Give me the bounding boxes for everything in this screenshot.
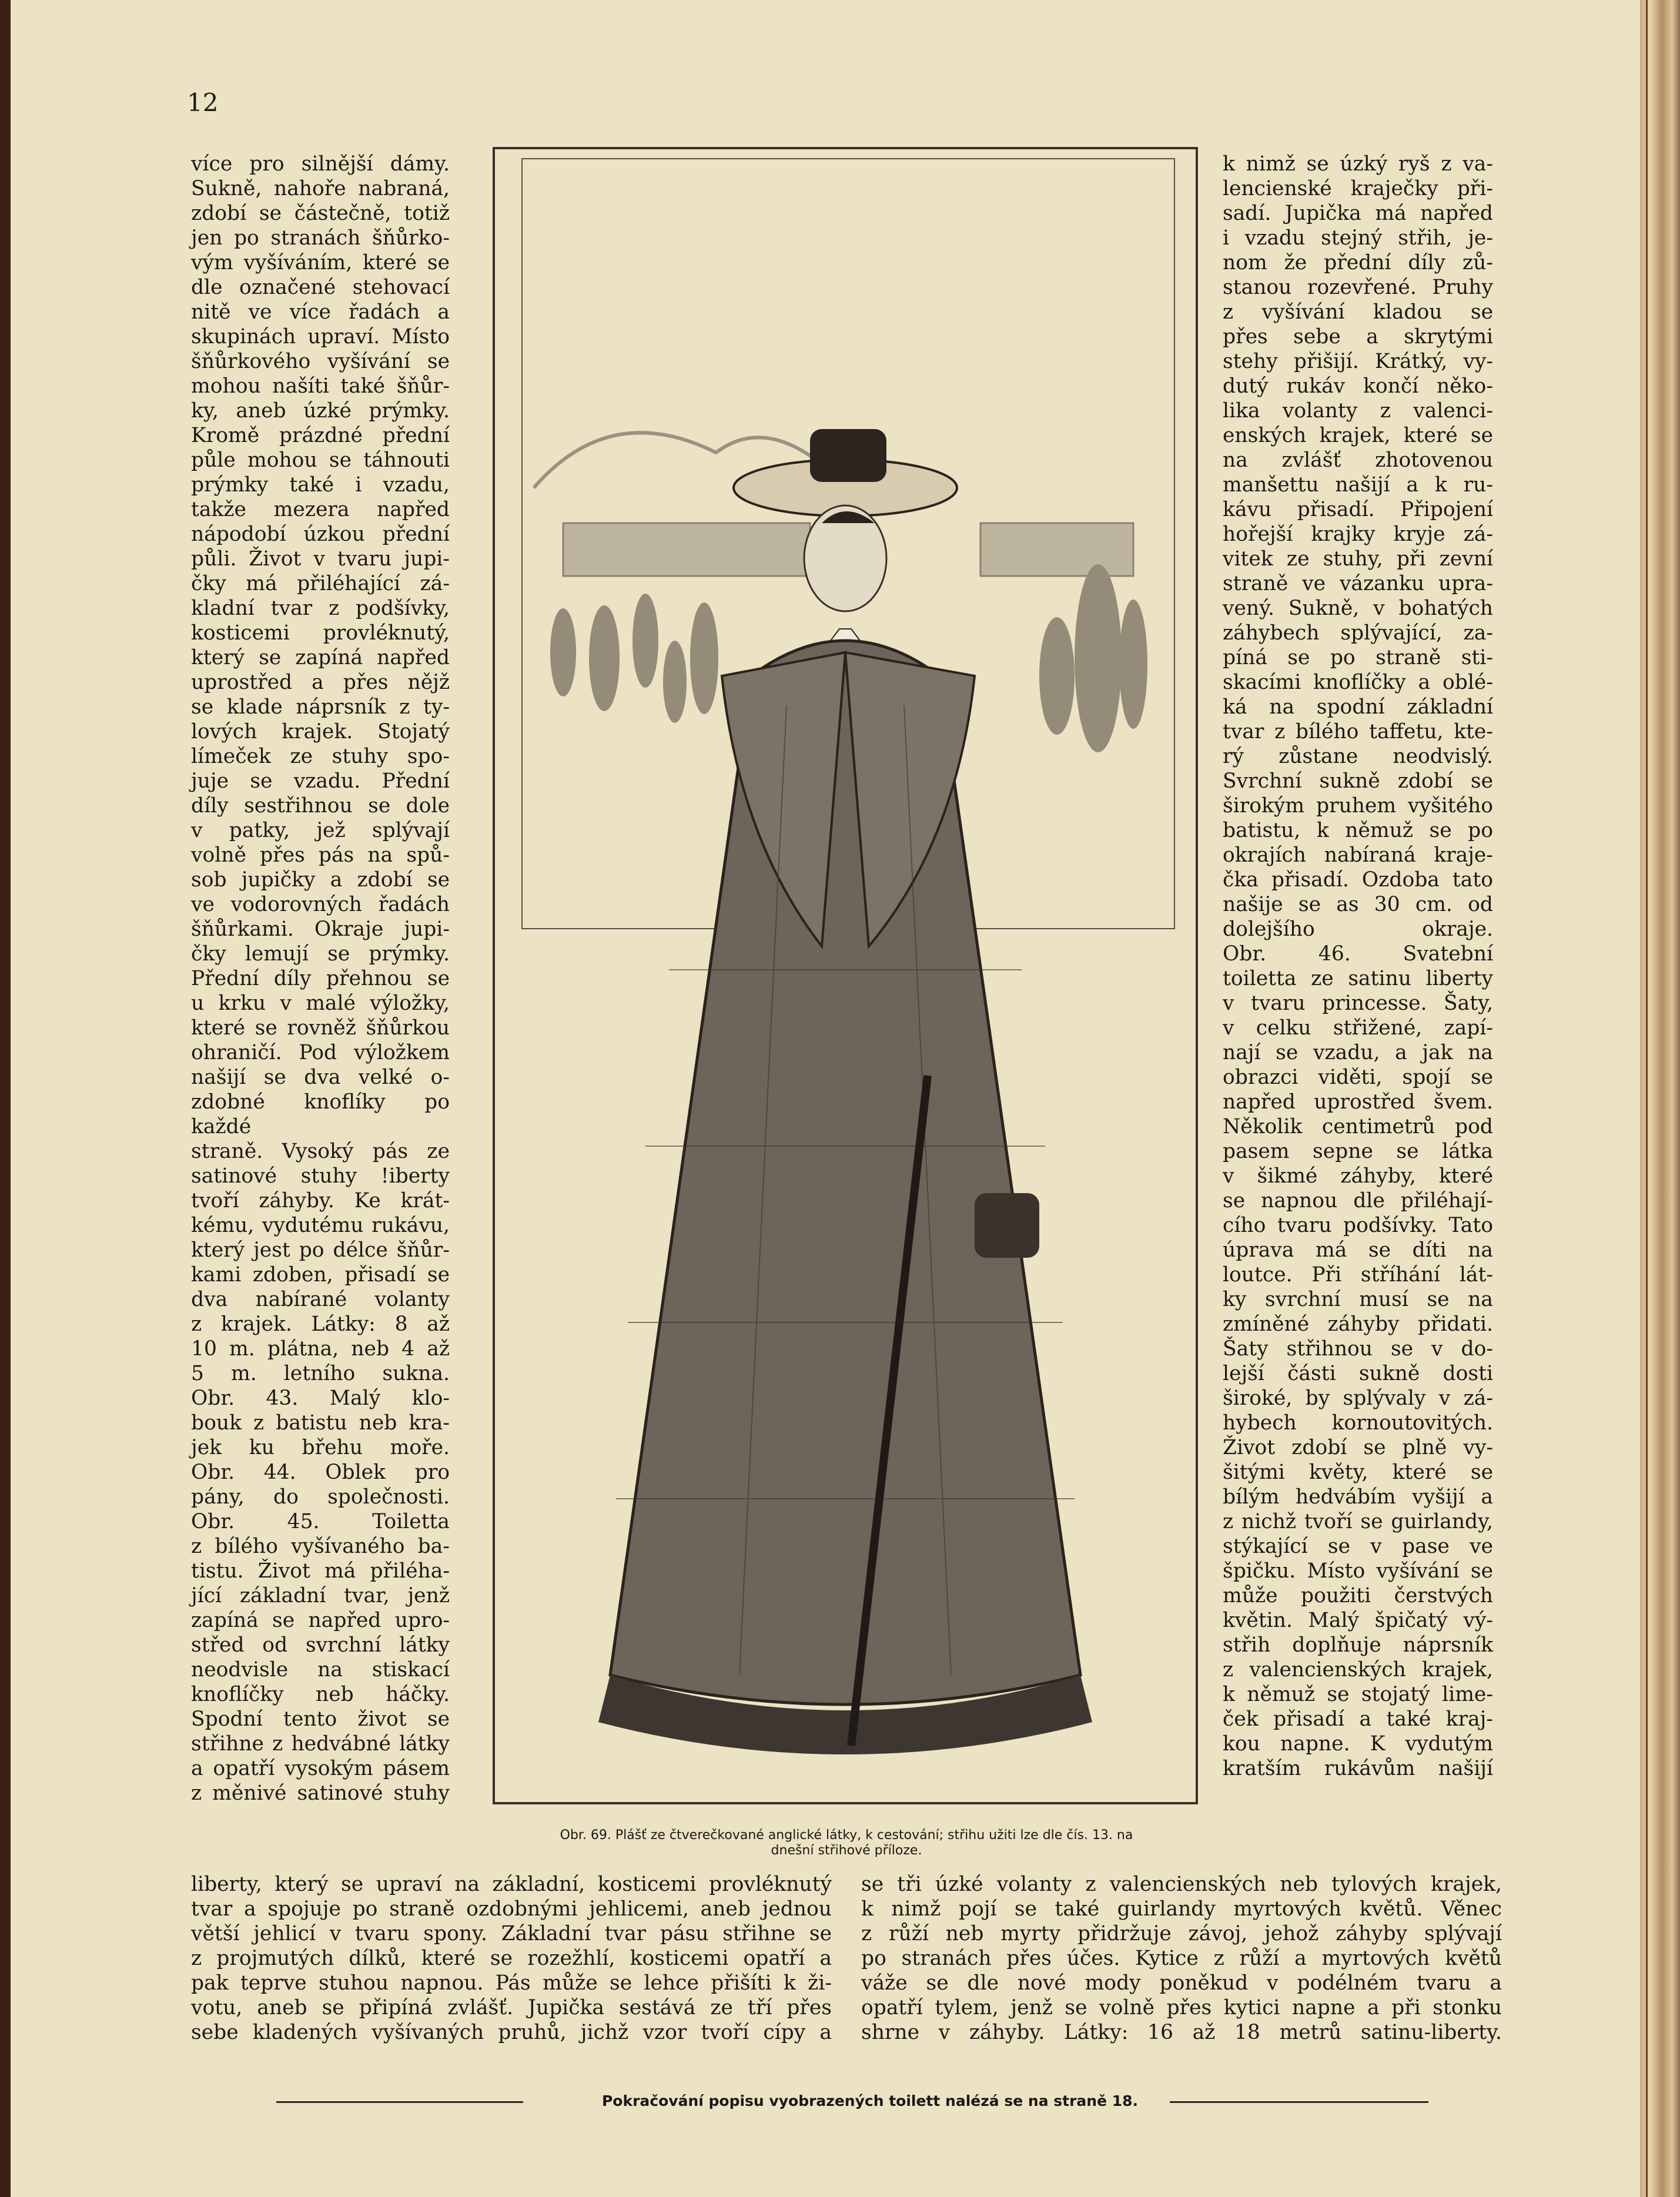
text-line: díly sestřihnou se dole <box>191 794 450 818</box>
text-line: půli. Život v tvaru jupi- <box>191 547 450 571</box>
text-line: straně ve vázanku upra- <box>1223 572 1493 595</box>
text-line: kami zdoben, přisadí se <box>191 1263 450 1287</box>
text-column-left <box>191 152 450 1806</box>
text-line: obrazci viděti, spojí se <box>1223 1066 1493 1089</box>
text-line: se tři úzké volanty z valencienských neb tylových krajek, <box>861 1873 1502 1896</box>
text-line: straně. Vysoký pás ze <box>191 1140 450 1163</box>
text-line: z růží neb myrty přidržuje závoj, jehož záhyby splývají <box>861 1922 1502 1945</box>
text-line: kou napne. K vydutým <box>1223 1732 1493 1756</box>
text-line: tvar a spojuje po straně ozdobnými jehlicemi, aneb jednou <box>191 1897 832 1921</box>
text-line: Obr. 44. Oblek pro <box>191 1461 450 1484</box>
text-line: nají se vzadu, a jak na <box>1223 1041 1493 1064</box>
footer-text: Pokračování popisu vyobrazených toilett nalézá se na straně 18. <box>593 2092 1147 2109</box>
text-line: pak teprve stuhou napnou. Pás může se lehce přišíti k ži- <box>191 1971 832 1995</box>
text-line: pány, do společnosti. <box>191 1485 450 1509</box>
text-line: půle mohou se táhnouti <box>191 448 450 472</box>
text-line: Přední díly přehnou se <box>191 967 450 990</box>
text-line: našijí se dva velké o- <box>191 1066 450 1089</box>
text-line: liberty, který se upraví na základní, kosticemi provléknutý <box>191 1873 832 1896</box>
text-line: a opatří vysokým pásem <box>191 1757 450 1780</box>
text-line: který se zapíná napřed <box>191 646 450 669</box>
text-line: 5 m. letního sukna. <box>191 1362 450 1385</box>
footer-rule-right <box>1170 2101 1428 2103</box>
text-line: záhybech splývající, za- <box>1223 621 1493 645</box>
text-line: manšettu našijí a k ru- <box>1223 473 1493 497</box>
text-line: z nichž tvoří se guirlandy, <box>1223 1510 1493 1533</box>
text-line: bouk z batistu neb kra- <box>191 1411 450 1435</box>
text-line: špičku. Místo vyšívání se <box>1223 1559 1493 1583</box>
text-line: sebe kladených vyšívaných pruhů, jichž vzor tvoří cípy a <box>191 2021 832 2044</box>
text-line: z valencienských krajek, <box>1223 1658 1493 1682</box>
text-line: nitě ve více řadách a <box>191 300 450 324</box>
text-line: se napnou dle přiléhají- <box>1223 1189 1493 1213</box>
text-line: čky lemují se prýmky. <box>191 942 450 966</box>
text-line: Několik centimetrů pod <box>1223 1115 1493 1138</box>
text-line: skupinách upraví. Místo <box>191 325 450 349</box>
text-line: enských krajek, které se <box>1223 424 1493 447</box>
text-line: z bílého vyšívaného ba- <box>191 1535 450 1558</box>
text-line: Sukně, nahoře nabraná, <box>191 177 450 200</box>
text-line: zapíná se napřed upro- <box>191 1609 450 1632</box>
text-line: knoflíčky neb háčky. <box>191 1683 450 1706</box>
text-line: satinové stuhy !iberty <box>191 1164 450 1188</box>
text-line: batistu, k němuž se po <box>1223 819 1493 842</box>
text-line: k nimž pojí se také guirlandy myrtových květů. Věnec <box>861 1897 1502 1921</box>
text-line: kratším rukávům našijí <box>1223 1757 1493 1780</box>
text-line: Svrchní sukně zdobí se <box>1223 769 1493 793</box>
figure-caption <box>476 1828 1217 1858</box>
text-line: zdobné knoflíky po každé <box>191 1090 450 1138</box>
text-line: tistu. Život má přiléha- <box>191 1559 450 1583</box>
text-line: v šikmé záhyby, které <box>1223 1164 1493 1188</box>
text-line: opatří tylem, jenž se volně přes kytici napne a při stonku <box>861 1996 1502 2020</box>
text-line: ve vodorovných řadách <box>191 893 450 916</box>
text-line: našije se as 30 cm. od <box>1223 893 1493 916</box>
text-line: okrajích nabíraná kraje- <box>1223 843 1493 867</box>
text-line: dle označené stehovací <box>191 276 450 299</box>
long-coat <box>610 641 1080 1704</box>
text-line: v celku střižené, zapí- <box>1223 1016 1493 1040</box>
text-line: dutý rukáv končí něko- <box>1223 374 1493 398</box>
text-line: lových krajek. Stojatý <box>191 720 450 744</box>
text-line: vitek ze stuhy, při zevní <box>1223 547 1493 571</box>
text-line: Život zdobí se plně vy- <box>1223 1436 1493 1459</box>
text-line: neodvisle na stiskací <box>191 1658 450 1682</box>
text-line: šitými květy, které se <box>1223 1461 1493 1484</box>
text-line: ohraničí. Pod výložkem <box>191 1041 450 1064</box>
text-line: jek ku břehu moře. <box>191 1436 450 1459</box>
text-line: u krku v malé výložky, <box>191 992 450 1015</box>
text-line: více pro silnější dámy. <box>191 152 450 176</box>
page-edge-line <box>1646 0 1648 2197</box>
text-line: může použiti čerstvých <box>1223 1584 1493 1607</box>
text-line: k němuž se stojatý lime- <box>1223 1683 1493 1706</box>
text-line: kladní tvar z podšívky, <box>191 597 450 620</box>
text-line: Kromě prázdné přední <box>191 424 450 447</box>
text-line: ky, aneb úzké prýmky. <box>191 399 450 423</box>
text-line: loutce. Při stříhání lát- <box>1223 1263 1493 1287</box>
text-line: kému, vydutému rukávu, <box>191 1214 450 1237</box>
text-line: Obr. 45. Toiletta <box>191 1510 450 1533</box>
text-line: píná se po straně sti- <box>1223 646 1493 669</box>
hat-crown <box>810 429 886 482</box>
text-line: květin. Malý špičatý vý- <box>1223 1609 1493 1632</box>
woman-figure <box>598 429 1092 1754</box>
text-line: střih doplňuje náprsník <box>1223 1633 1493 1657</box>
text-line: sadí. Jupička má napřed <box>1223 202 1493 225</box>
text-line: prýmky také i vzadu, <box>191 473 450 497</box>
text-line: kávu přisadí. Připojení <box>1223 498 1493 521</box>
text-line: kosticemi provléknutý, <box>191 621 450 645</box>
text-line: z krajek. Látky: 8 až <box>191 1312 450 1336</box>
text-line: který jest po délce šňůr- <box>191 1238 450 1262</box>
text-line: ček přisadí a také kraj- <box>1223 1707 1493 1731</box>
text-line: rý zůstane neodvislý. <box>1223 745 1493 768</box>
text-line: úprava má se díti na <box>1223 1238 1493 1262</box>
text-line: hybech kornoutovitých. <box>1223 1411 1493 1435</box>
text-line: vený. Sukně, v bohatých <box>1223 597 1493 620</box>
text-line: ky svrchní musí se na <box>1223 1288 1493 1311</box>
text-column-right <box>1223 152 1493 1781</box>
text-line: lejší části sukně dosti <box>1223 1362 1493 1385</box>
text-line: čka přisadí. Ozdoba tato <box>1223 868 1493 892</box>
text-line: skacími knoflíčky a oblé- <box>1223 671 1493 694</box>
text-line: dolejšího okraje. <box>1223 917 1493 941</box>
text-line: jící základní tvar, jenž <box>191 1584 450 1607</box>
text-line: sob jupičky a zdobí se <box>191 868 450 892</box>
text-line: Obr. 43. Malý klo- <box>191 1386 450 1410</box>
text-line: bílým hedvábím vyšijí a <box>1223 1485 1493 1509</box>
text-line: šňůrkami. Okraje jupi- <box>191 917 450 941</box>
text-line: stehy přišijí. Krátký, vy- <box>1223 350 1493 373</box>
text-line: z měnivé satinové stuhy <box>191 1781 450 1805</box>
text-line: k nimž se úzký ryš z va- <box>1223 152 1493 176</box>
text-line: mohou našíti také šňůr- <box>191 374 450 398</box>
page-number: 12 <box>187 88 219 117</box>
text-line: i vzadu stejný střih, je- <box>1223 226 1493 250</box>
handbag <box>975 1193 1039 1258</box>
fashion-illustration <box>493 147 1198 1804</box>
text-line: po stranách přes účes. Kytice z růží a myrtových květů <box>861 1947 1502 1970</box>
text-line: hořejší krajky kryje zá- <box>1223 523 1493 546</box>
text-line: pasem sepne se látka <box>1223 1140 1493 1163</box>
text-line: z vyšívání kladou se <box>1223 300 1493 324</box>
text-line: jen po stranách šňůrko- <box>191 226 450 250</box>
text-line: Spodní tento život se <box>191 1707 450 1731</box>
text-line: límeček ze stuhy spo- <box>191 745 450 768</box>
text-line: ká na spodní základní <box>1223 695 1493 719</box>
text-line: shrne v záhyby. Látky: 16 až 18 metrů satinu-liberty. <box>861 2021 1502 2044</box>
text-line: širokým pruhem vyšitého <box>1223 794 1493 818</box>
text-line: votu, aneb se připíná zvlášť. Jupička sestává ze tří přes <box>191 1996 832 2020</box>
text-line: váže se dle nové mody poněkud v podélném tvaru a <box>861 1971 1502 1995</box>
text-line: toiletta ze satinu liberty <box>1223 967 1493 990</box>
text-line: v tvaru princesse. Šaty, <box>1223 992 1493 1015</box>
text-line: v patky, jež splývají <box>191 819 450 842</box>
text-line: lika volanty z valenci- <box>1223 399 1493 423</box>
caption-line-1: Obr. 69. Plášť ze čtverečkované anglické látky, k cestování; střihu užiti lze dle čís. 13. na <box>560 1828 1133 1843</box>
text-line: se klade náprsník z ty- <box>191 695 450 719</box>
text-line: takže mezera napřed <box>191 498 450 521</box>
text-line: cího tvaru podšívky. Tato <box>1223 1214 1493 1237</box>
text-line: na zvlášť zhotovenou <box>1223 448 1493 472</box>
text-line: juje se vzadu. Přední <box>191 769 450 793</box>
text-line: Šaty střihnou se v do- <box>1223 1337 1493 1361</box>
text-line: zmíněné záhyby přidati. <box>1223 1312 1493 1336</box>
text-line: vým vyšíváním, které se <box>191 251 450 274</box>
text-line: střihne z hedvábné látky <box>191 1732 450 1756</box>
text-line: které se rovněž šňůrkou <box>191 1016 450 1040</box>
text-line: čky má přiléhající zá- <box>191 572 450 595</box>
text-bottom-left <box>191 1872 832 2045</box>
text-line: dva nabírané volanty <box>191 1288 450 1311</box>
text-line: napřed uprostřed švem. <box>1223 1090 1493 1114</box>
text-line: větší jehlicí v tvaru spony. Základní tvar pásu střihne se <box>191 1922 832 1945</box>
text-line: stýkající se v pase ve <box>1223 1535 1493 1558</box>
text-line: nápodobí úzkou přední <box>191 523 450 546</box>
caption-line-2: dnešní střihové příloze. <box>771 1843 922 1858</box>
text-line: tvoří záhyby. Ke krát- <box>191 1189 450 1213</box>
text-line: z projmutých dílků, které se rozežhlí, kosticemi opatří a <box>191 1947 832 1970</box>
text-line: uprostřed a přes nějž <box>191 671 450 694</box>
text-line: nom že přední díly zů- <box>1223 251 1493 274</box>
text-line: přes sebe a skrytými <box>1223 325 1493 349</box>
text-line: stanou rozevřené. Pruhy <box>1223 276 1493 299</box>
text-line: Obr. 46. Svatební <box>1223 942 1493 966</box>
text-line: střed od svrchní látky <box>191 1633 450 1657</box>
text-line: lencienské kraječky při- <box>1223 177 1493 200</box>
text-line: zdobí se částečně, totiž <box>191 202 450 225</box>
text-bottom-right <box>861 1872 1502 2045</box>
text-line: široké, by splývaly v zá- <box>1223 1386 1493 1410</box>
text-line: šňůrkového vyšívání se <box>191 350 450 373</box>
text-line: 10 m. plátna, neb 4 až <box>191 1337 450 1361</box>
text-line: volně přes pás na spů- <box>191 843 450 867</box>
text-line: tvar z bílého taffetu, kte- <box>1223 720 1493 744</box>
